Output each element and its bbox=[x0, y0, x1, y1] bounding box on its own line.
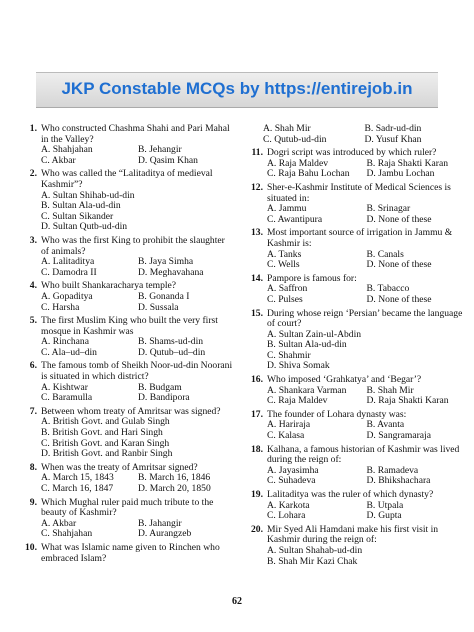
question-number: 1. bbox=[29, 123, 37, 134]
option: A. Jayasimha bbox=[267, 464, 319, 476]
option-list bbox=[267, 159, 466, 180]
option: D. Yusuf Khan bbox=[364, 133, 422, 145]
option: C. Kalasa bbox=[267, 430, 305, 442]
question-item bbox=[18, 463, 235, 495]
question-text: Who was the first King to prohibit the slaughter of animals? bbox=[41, 234, 225, 257]
question-item bbox=[244, 148, 466, 180]
option-list bbox=[41, 417, 235, 459]
option: A. Gopaditya bbox=[41, 290, 93, 302]
question-text: Who constructed Chashma Shahi and Pari Mahal in the Valley? bbox=[41, 123, 230, 145]
option: C. Lohara bbox=[267, 510, 306, 522]
option: B. Raja Shakti Karan bbox=[366, 157, 449, 169]
option: B. Tabacco bbox=[366, 283, 410, 295]
question-item bbox=[244, 183, 466, 225]
question-item bbox=[18, 124, 235, 166]
option: C. Shahjahan bbox=[41, 528, 93, 540]
option: B. Jaya Simha bbox=[138, 256, 194, 268]
option: A. Kishtwar bbox=[41, 381, 88, 393]
question-number: 16. bbox=[251, 374, 263, 386]
question-item bbox=[244, 490, 466, 522]
question-number: 17. bbox=[251, 408, 263, 420]
option: C. Ala–ud–din bbox=[41, 346, 97, 358]
option: A. Hariraja bbox=[267, 419, 311, 431]
option: C. Shahmir bbox=[267, 349, 311, 361]
question-number: 13. bbox=[251, 227, 263, 239]
option-list bbox=[41, 337, 235, 358]
option-list bbox=[267, 420, 466, 441]
option: D. Qutub–ud–din bbox=[138, 346, 206, 358]
question-number: 8. bbox=[29, 461, 37, 473]
question-item bbox=[244, 410, 466, 442]
question-number: 4. bbox=[29, 280, 37, 292]
question-number: 9. bbox=[29, 496, 37, 508]
question-item bbox=[18, 316, 235, 358]
option-list bbox=[267, 466, 466, 487]
option: A. Raja Maldev bbox=[267, 157, 329, 169]
question-text: During whose reign ‘Persian’ became the language of court? bbox=[267, 307, 463, 330]
option: B. Canals bbox=[366, 248, 404, 260]
option: B. Budgam bbox=[138, 381, 182, 393]
question-number: 10. bbox=[25, 541, 37, 553]
option: B. Sultan Ala-ud-din bbox=[267, 339, 347, 351]
question-item bbox=[244, 375, 466, 407]
question-number: 12. bbox=[251, 181, 263, 193]
option: A. Sultan Zain-ul-Abdin bbox=[267, 328, 362, 340]
option-list bbox=[41, 473, 235, 494]
option: B. British Govt. and Hari Singh bbox=[41, 427, 163, 439]
option: D. None of these bbox=[366, 293, 432, 305]
option: A. British Govt. and Gulab Singh bbox=[41, 416, 170, 428]
option: A. Karkota bbox=[267, 499, 310, 511]
question-number: 19. bbox=[251, 489, 263, 500]
option-list bbox=[267, 204, 466, 225]
option: B. Sultan Ala-ud-din bbox=[41, 200, 121, 212]
page-number: 62 bbox=[232, 596, 242, 607]
option: B. Srinagar bbox=[366, 203, 411, 215]
option: B. Jehangir bbox=[138, 144, 182, 156]
option: D. March 20, 1850 bbox=[138, 483, 211, 494]
question-item bbox=[244, 445, 466, 487]
option-list bbox=[267, 330, 466, 372]
question-number: 7. bbox=[29, 405, 37, 417]
option: A. March 15, 1843 bbox=[41, 472, 114, 484]
option: A. Sultan Shahab-ud-din bbox=[267, 544, 363, 556]
question-number: 6. bbox=[29, 360, 37, 372]
question-number: 5. bbox=[29, 315, 37, 327]
option: A. Lalitaditya bbox=[41, 256, 95, 268]
option: D. Shiva Somak bbox=[267, 360, 330, 372]
option-list bbox=[267, 501, 466, 522]
option: D. Jambu Lochan bbox=[366, 168, 435, 180]
question-text: Which Mughal ruler paid much tribute to the beauty of Kashmir? bbox=[41, 496, 214, 519]
option-list bbox=[41, 257, 235, 278]
option: D. Bandipora bbox=[138, 392, 190, 404]
question-number: 11. bbox=[251, 147, 263, 159]
question-number: 18. bbox=[251, 443, 263, 455]
question-text: What was Islamic name given to Rinchen who embraced Islam? bbox=[41, 541, 220, 564]
option: A. Shahjahan bbox=[41, 144, 93, 156]
question-text: Who imposed ‘Grahkatya’ and ‘Begar’? bbox=[267, 374, 422, 386]
question-number: 20. bbox=[251, 523, 263, 535]
option-list bbox=[267, 386, 466, 407]
option: D. British Govt. and Ranbir Singh bbox=[41, 448, 173, 460]
option: B. Jahangir bbox=[138, 517, 182, 529]
option: A. Shah Mir bbox=[263, 123, 311, 134]
question-text: Dogri script was introduced by which ruler? bbox=[267, 147, 437, 159]
question-10-options bbox=[244, 124, 466, 145]
option: B. Shah Mir Kazi Chak bbox=[267, 555, 358, 567]
question-number: 3. bbox=[29, 234, 37, 246]
question-text: The famous tomb of Sheikh Noor-ud-din Noorani is situated in which district? bbox=[41, 360, 233, 383]
question-text: Sher-e-Kashmir Institute of Medical Sciences is situated in: bbox=[267, 181, 451, 204]
question-text: The first Muslim King who built the very first mosque in Kashmir was bbox=[41, 315, 218, 337]
option-list bbox=[41, 383, 235, 404]
question-text: Lalitaditya was the ruler of which dynasty? bbox=[267, 489, 434, 500]
option-list bbox=[267, 284, 466, 305]
option: B. Avanta bbox=[366, 419, 405, 431]
option: C. Qutub-ud-din bbox=[263, 133, 327, 145]
question-number: 15. bbox=[251, 307, 263, 319]
option: D. Qasim Khan bbox=[138, 154, 198, 166]
option: A. Rinchana bbox=[41, 336, 89, 348]
option: C. Harsha bbox=[41, 301, 80, 313]
option-list bbox=[41, 519, 235, 540]
option: A. Akbar bbox=[41, 517, 77, 529]
option: C. Raja Maldev bbox=[267, 395, 328, 407]
option: A. Saffron bbox=[267, 283, 308, 295]
option: C. Suhadeva bbox=[267, 475, 316, 487]
question-number: 14. bbox=[251, 272, 263, 284]
option: A. Tanks bbox=[267, 248, 302, 260]
option: C. Sultan Sikander bbox=[41, 210, 114, 222]
question-text: When was the treaty of Amritsar signed? bbox=[41, 461, 198, 473]
option-list bbox=[41, 292, 235, 313]
question-item bbox=[244, 274, 466, 306]
option: C. Wells bbox=[267, 259, 300, 271]
question-text: Mir Syed Ali Hamdani make his first visit in Kashmir during the reign of: bbox=[267, 523, 439, 546]
option: D. None of these bbox=[366, 259, 432, 271]
option: B. Utpala bbox=[366, 499, 404, 511]
option: B. Sadr-ud-din bbox=[364, 123, 422, 134]
question-text: Who built Shankaracharya temple? bbox=[41, 280, 177, 292]
option: C. Akbar bbox=[41, 154, 76, 166]
option-list bbox=[267, 250, 466, 271]
question-text: Pampore is famous for: bbox=[267, 272, 357, 284]
question-text: Most important source of irrigation in Jammu & Kashmir is: bbox=[267, 227, 453, 249]
question-item bbox=[244, 309, 466, 373]
option: A. Sultan Shihab-ud-din bbox=[41, 189, 135, 201]
question-item bbox=[18, 281, 235, 313]
option: C. Awantipura bbox=[267, 213, 323, 225]
option: A. Shankara Varman bbox=[267, 384, 347, 396]
option: D. Bhikshachara bbox=[366, 475, 431, 487]
option: B. Gonanda I bbox=[138, 290, 190, 302]
option-list bbox=[267, 546, 466, 567]
option: D. None of these bbox=[366, 213, 432, 225]
question-item bbox=[18, 407, 235, 460]
left-column bbox=[18, 124, 235, 567]
question-text: Kalhana, a famous historian of Kashmir was lived during the reign of: bbox=[267, 443, 460, 466]
option-list bbox=[41, 145, 235, 166]
option: C. Baramulla bbox=[41, 392, 93, 404]
option: D. Sangramaraja bbox=[366, 430, 431, 442]
option: B. Ramadeva bbox=[366, 464, 419, 476]
option: B. Shah Mir bbox=[366, 384, 414, 396]
page-title: JKP Constable MCQs by https://entirejob.in bbox=[61, 79, 413, 98]
option: D. Gupta bbox=[366, 510, 402, 522]
question-item bbox=[244, 228, 466, 270]
question-item bbox=[18, 361, 235, 403]
option: C. Pulses bbox=[267, 293, 303, 305]
question-text: Between whom treaty of Amritsar was signed? bbox=[41, 405, 221, 417]
option: D. Sussala bbox=[138, 301, 179, 313]
question-text: Who was called the “Lalitaditya of medieval Kashmir”? bbox=[41, 168, 213, 190]
option: D. Meghavahana bbox=[138, 266, 204, 278]
option: A. Jammu bbox=[267, 203, 307, 215]
option: C. Raja Bahu Lochan bbox=[267, 168, 350, 180]
question-number: 2. bbox=[29, 168, 37, 180]
option: C. March 16, 1847 bbox=[41, 483, 114, 494]
option: D. Raja Shakti Karan bbox=[366, 395, 449, 407]
question-item bbox=[18, 543, 235, 564]
option: B. Shams-ud-din bbox=[138, 336, 204, 348]
question-item bbox=[18, 498, 235, 540]
right-column bbox=[244, 124, 466, 570]
option-list bbox=[41, 191, 235, 233]
option: B. March 16, 1846 bbox=[138, 472, 211, 484]
question-item bbox=[18, 169, 235, 233]
option: D. Sultan Qutb-ud-din bbox=[41, 221, 128, 233]
option: C. British Govt. and Karan Singh bbox=[41, 437, 170, 449]
question-item bbox=[18, 236, 235, 278]
question-item bbox=[244, 525, 466, 567]
option: C. Damodra II bbox=[41, 266, 97, 278]
option: D. Aurangzeb bbox=[138, 528, 192, 540]
question-text: The founder of Lohara dynasty was: bbox=[267, 408, 407, 420]
